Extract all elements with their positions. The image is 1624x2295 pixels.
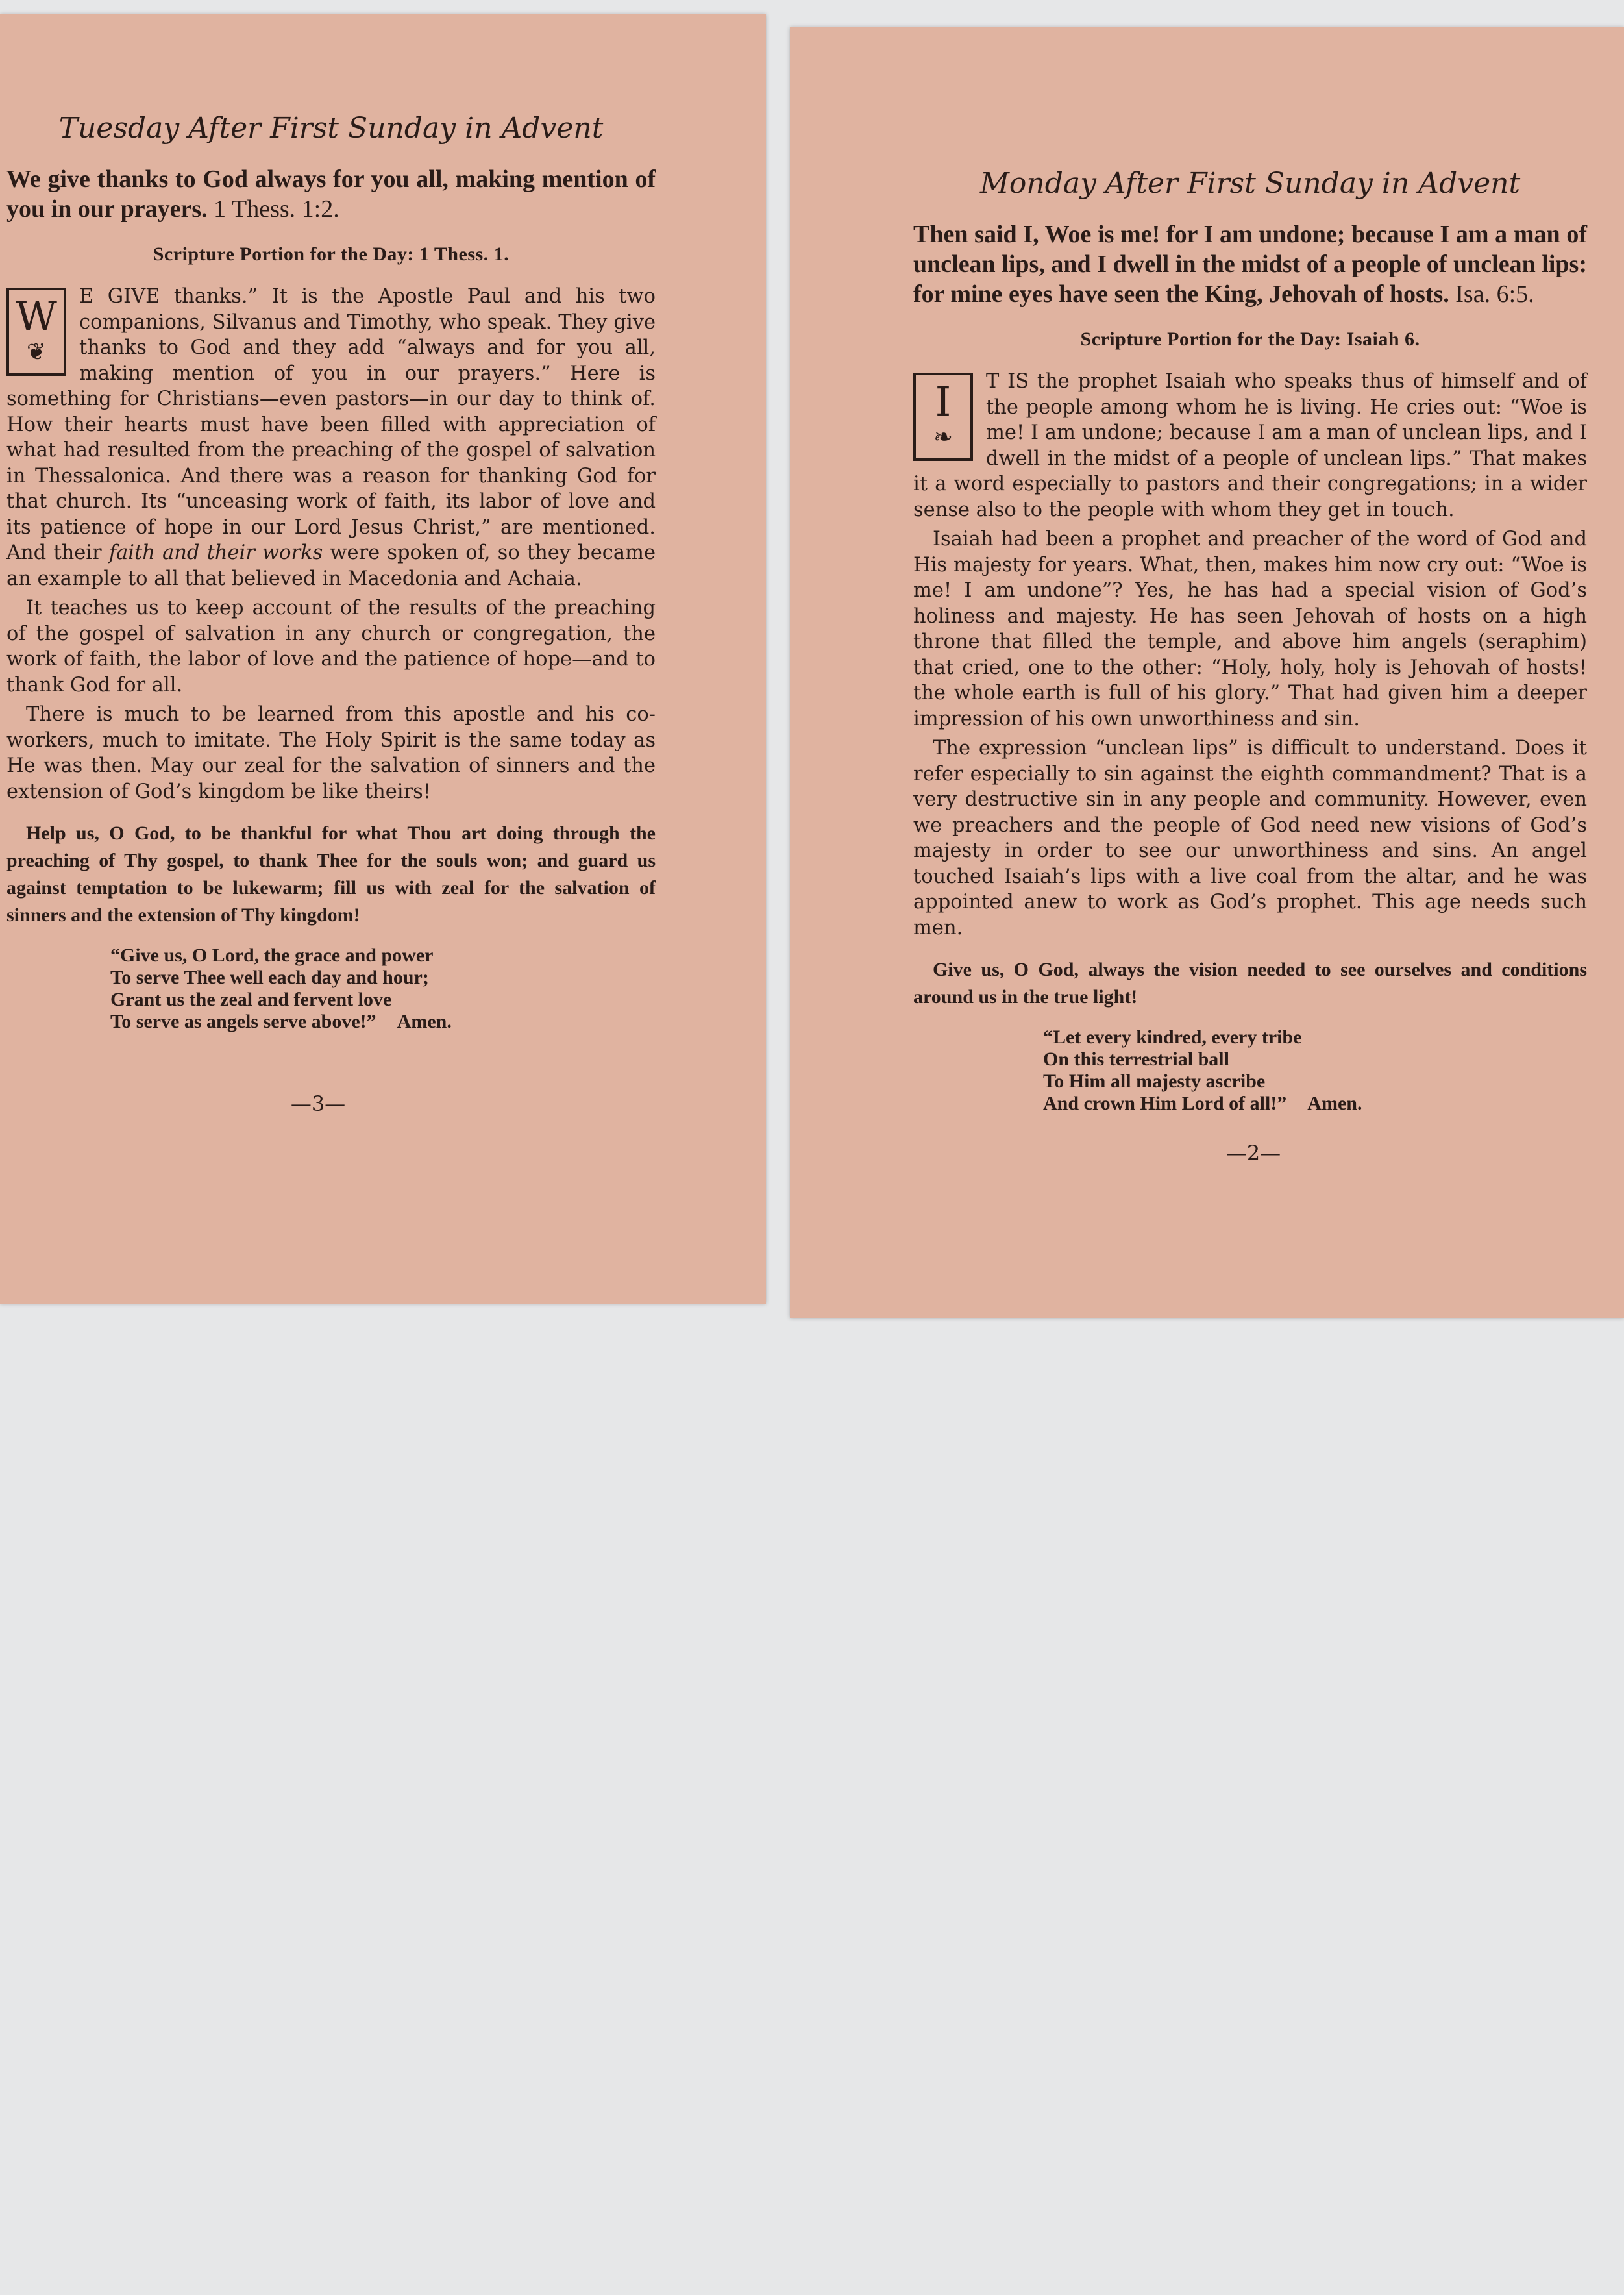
right-hymn-line: “Let every kindred, every tribe (1043, 1026, 1302, 1048)
left-verse-text: We give thanks to God always for you all, making mention of you in our prayers. (6, 166, 656, 223)
left-paragraph-2: It teaches us to keep account of the results of the preaching of the gospel of salvation in any church or congregation, the work of faith, the labor of love and the patience of hope—and to thank God for all. (6, 597, 656, 697)
left-p1-part-b: were spoken of, so they became an example to all that believed in Macedonia and Achaia. (6, 541, 656, 590)
left-hymn-line: Grant us the zeal and fervent love (110, 989, 392, 1010)
left-verse-ref: 1 Thess. 1:2. (214, 195, 339, 223)
right-verse-text: Then said I, Woe is me! for I am undone; because I am a man of unclean lips, and I dwell in the midst of a people of unclean lips: for mine eyes have seen the King, Jehovah of hosts. (913, 221, 1587, 308)
left-paragraph-1 (6, 284, 656, 591)
left-hymn (110, 945, 656, 1033)
left-prayer: Help us, O God, to be thankful for what Thou art doing through the preaching of Thy gospel, to thank Thee for the souls won; and guard us against temptation to be lukewarm; fill us with zeal for the salvation of sinners and the extension of Thy kingdom! (6, 823, 656, 926)
left-hymn-line: “Give us, O Lord, the grace and power (110, 945, 434, 966)
left-amen: Amen. (397, 1011, 452, 1032)
right-page-heading: Monday After First Sunday in Advent (979, 167, 1521, 200)
left-page-number: —3— (290, 1091, 346, 1116)
left-body (6, 284, 656, 804)
right-amen: Amen. (1307, 1093, 1362, 1114)
right-hymn (1043, 1026, 1587, 1115)
left-page-column (0, 112, 656, 1116)
left-hymn-line (110, 1011, 656, 1033)
right-prayer: Give us, O God, always the vision needed to see ourselves and conditions around us in the true light! (913, 959, 1587, 1008)
right-page-verse (913, 219, 1587, 309)
right-page-number: —2— (1225, 1141, 1281, 1165)
right-hymn-line (1043, 1093, 1587, 1115)
left-p1-part-a: E GIVE thanks.” It is the Apostle Paul and his two companions, Silvanus and Timothy, who speak. They give thanks to God and they add “always and for you all, making mention of you in our prayers.” Here is something for Christians—even pastors—in our day to think of. How their hearts must have been filled with appreciation of what had resulted from the preaching of the gospel of salvation in Thessalonica. And there was a reason for thanking God for that church. Its “unceasing work of faith, its labor of love and its patience of hope in our Lord Jesus Christ,” are mentioned. And their (6, 285, 656, 564)
left-p1-emphasis: faith and their works (108, 541, 323, 564)
right-body (913, 369, 1587, 941)
left-hymn-line: To serve Thee well each day and hour; (110, 967, 429, 988)
left-page (0, 14, 766, 1304)
left-hymn-last-line: To serve as angels serve above!” (110, 1011, 376, 1032)
right-page (790, 27, 1624, 1318)
ornament-icon: ❧ (933, 424, 953, 451)
left-page-heading: Tuesday After First Sunday in Advent (58, 112, 604, 145)
ornament-icon: ❦ (26, 339, 47, 366)
left-paragraph-3: There is much to be learned from this apostle and his co-workers, much to imitate. The Holy Spirit is the same today as He was then. May our zeal for the salvation of sinners and the extension of God’s kingdom be like theirs! (6, 703, 656, 803)
right-paragraph-2: Isaiah had been a prophet and preacher of the word of God and His majesty for years. What, then, makes him now cry out: “Woe is me! I am undone”? Yes, he has had a special vision of God’s holiness and majesty. He has seen Jehovah of hosts on a high throne that filled the temple, and above him angels (seraphim) that cried, one to the other: “Holy, holy, holy is Jehovah of hosts! the whole earth is full of his glory.” That had given him a deeper impression of his own unworthiness and sin. (913, 528, 1587, 730)
right-scripture-portion: Scripture Portion for the Day: Isaiah 6. (1080, 329, 1420, 350)
left-scripture-portion: Scripture Portion for the Day: 1 Thess. 1. (153, 243, 510, 265)
right-dropcap-letter: I (935, 378, 952, 425)
left-dropcap-letter: W (16, 293, 57, 340)
right-dropcap (913, 373, 973, 461)
right-paragraph-1: T IS the prophet Isaiah who speaks thus of himself and of the people among whom he is living. He cries out: “Woe is me! I am undone; because I am a man of unclean lips, and I dwell in the midst of a people of unclean lips.” That makes it a word especially to pastors and their congregations; in a wider sense also to the people with whom they get in touch. (913, 370, 1587, 521)
right-hymn-last-line: And crown Him Lord of all!” (1043, 1093, 1287, 1114)
right-hymn-line: To Him all majesty ascribe (1043, 1071, 1266, 1092)
right-paragraph-3: The expression “unclean lips” is difficult to understand. Does it refer especially to sin against the eighth commandment? That is a very destructive sin in any people and community. However, even we preachers and the people of God need new visions of God’s majesty in order to see our unworthiness and sins. An angel touched Isaiah’s lips with a live coal from the altar, and he was appointed anew to work as God’s prophet. This age needs such men. (913, 737, 1587, 939)
right-verse-ref: Isa. 6:5. (1455, 280, 1534, 308)
left-dropcap (6, 288, 66, 376)
right-page-column (913, 167, 1587, 1165)
right-hymn-line: On this terrestrial ball (1043, 1048, 1229, 1070)
left-page-verse (6, 164, 656, 224)
